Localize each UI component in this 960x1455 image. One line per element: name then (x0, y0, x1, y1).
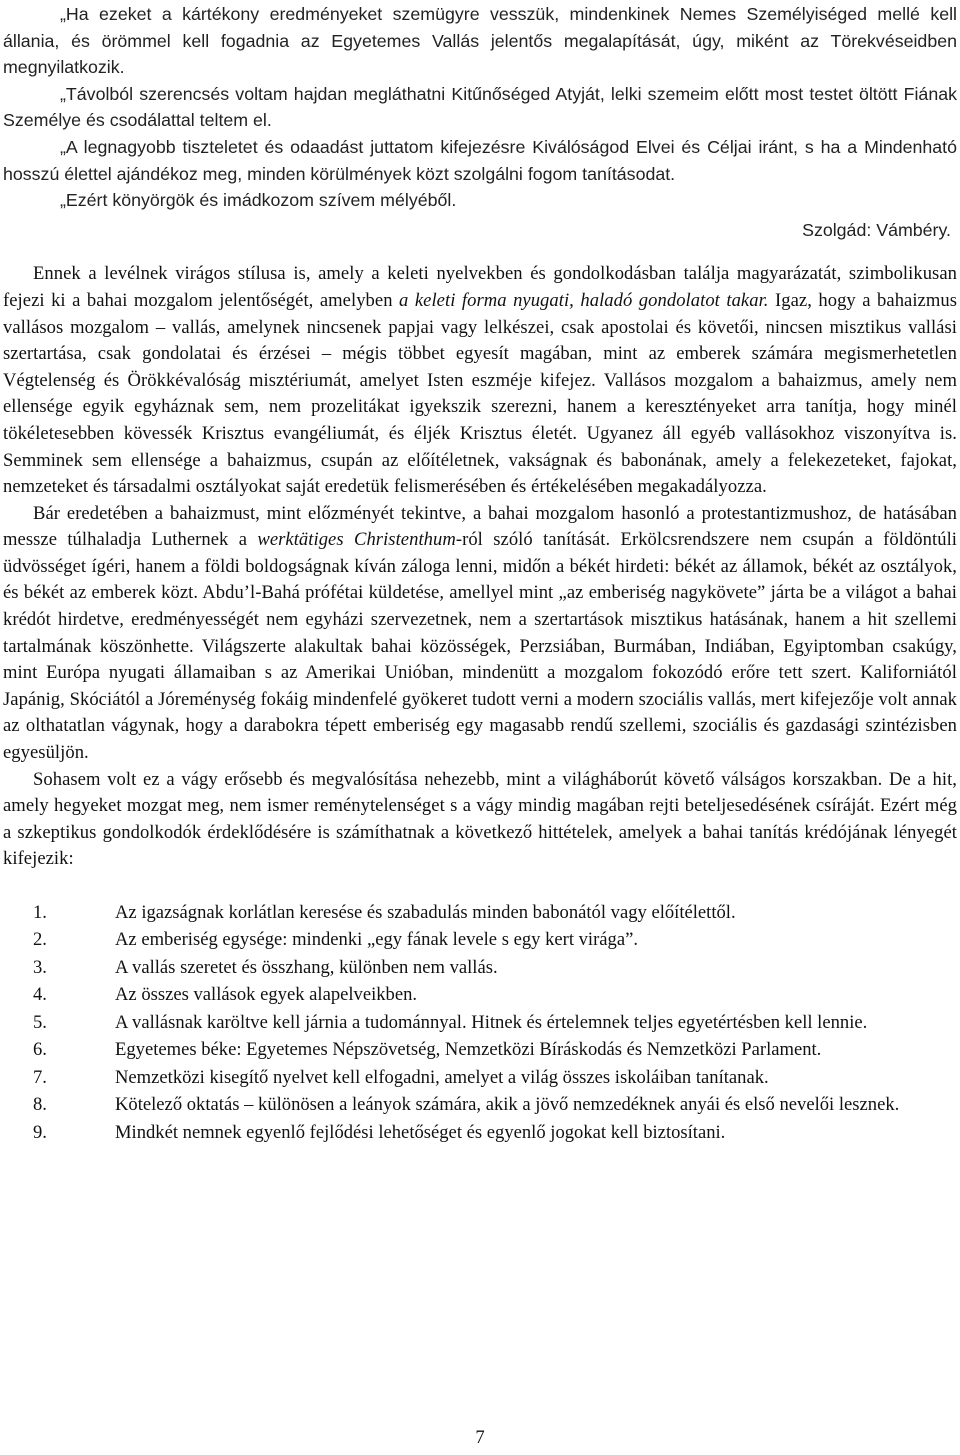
list-item-text: Nemzetközi kisegítő nyelvet kell elfogadni, amelyet a világ összes iskoláiban tanítanak. (115, 1066, 769, 1088)
list-item (3, 900, 957, 927)
body-paragraph-1-start: Ennek a levélnek virágos stílusa is, amely a keleti nyelvekben és gondolkodásban találja magyarázatát, szimbolikusan fejezi ki a bahai mozgalom jelentőségét, amelyben (3, 263, 957, 311)
list-item (3, 955, 957, 982)
list-item (3, 1065, 957, 1092)
list-item-number: 2. (33, 929, 47, 951)
body-paragraph-1 (3, 261, 957, 500)
list-item (3, 1120, 957, 1147)
list-item (3, 1010, 957, 1037)
letter-signature: Szolgád: Vámbéry. (802, 219, 951, 240)
list-item-number: 4. (33, 984, 47, 1006)
list-item-text: Kötelező oktatás – különösen a leányok számára, akik a jövő nemzedéknek anyái és első nevelői lesznek. (115, 1094, 900, 1116)
list-item-number: 7. (33, 1066, 47, 1088)
body-paragraph-2-emphasis: werktätiges Christenthum (257, 529, 456, 551)
list-item-number: 9. (33, 1121, 47, 1143)
list-item-number: 1. (33, 902, 47, 923)
body-paragraph-1-emphasis: a keleti forma nyugati, haladó gondolatot takar. (399, 289, 769, 311)
list-item-number: 6. (33, 1039, 47, 1061)
list-item-number: 8. (33, 1094, 47, 1116)
letter-paragraph-1: „Ha ezeket a kártékony eredményeket szemügyre vesszük, mindenkinek Nemes Személyiséged mellé kell állania, és örömmel kell fogadnia az Egyetemes Vallás jelentős megalapítását, úgy, miként az Törekvéseidben megnyilatkozik. (3, 4, 957, 78)
page-number: 7 (475, 1427, 485, 1448)
body-paragraph-2-end: -ról szóló tanítását. Erkölcsrendszere nem csupán a földöntúli üdvösséget ígéri, hanem a földi boldogságnak kíván záloga lenni, midőn a békét hirdeti: békét az államok, békét az osztályok, és békét az emberek közt. Abdu’l-Bahá prófétai küldetése, amellyel mint „az emberiség nagykövete” járta be a világot a bahai krédót hirdetve, eredményességét nem egyházi szervezetnek, nem a szertartások misztikus hatásának, hanem a hit szellemi tartalmának köszönhette. Világszerte alakultak bahai közösségek, Perzsiában, Burmában, Indiában, Egyiptomban csakúgy, mint Európa nyugati államaiban s az Amerikai Unióban, mindenütt a mozgalom fokozódó erőre tett szert. Kaliforniától Japánig, Skóciától a Jóreménység fokáig mindenfelé gyökeret tudott verni a modern szociális vallás, mert kifejezője volt annak az olthatatlan vágynak, hogy a darabokra tépett emberiség egy magasabb rendű szellemi, szociális és gazdasági szintézisben egyesüljön. (3, 529, 957, 764)
body-paragraph-3: Sohasem volt ez a vágy erősebb és megvalósítása nehezebb, mint a világháborút követő válságos korszakban. De a hit, amely hegyeket mozgat meg, nem ismer reménytelenséget s a vágy mindig magában rejti beteljesedésének csíráját. Ezért még a szkeptikus gondolkodók érdeklődésére is számíthatnak a következő hittételek, amelyek a bahai tanítás krédójának lényegét kifejezik: (3, 768, 957, 870)
body-paragraph-1-end: Igaz, hogy a bahaizmus vallásos mozgalom – vallás, amelynek nincsenek papjai vagy lelkészei, csak apostolai és követői, nincsen misztikus vallási szertartása, csak gondolatai és érzései – mégis többet egyesít magában, mint az emberek számára megismerhetetlen Végtelenség és Örökkévalóság misztériumát, amelyet Isten eszméje kifejez. Vallásos mozgalom a bahaizmus, amely nem ellensége egyik egyháznak sem, nem prozelitákat igyekszik szerezni, hanem a keresztényeket arra tanítja, hogy minél tökéletesebben kövessék Krisztus evangéliumát, és éljék Krisztus életét. Ugyanez áll egyéb vallásokhoz viszonyítva is. Semminek sem ellensége a bahaizmus, csupán az előítéletnek, vakságnak és babonának, amely a felekezeteket, fajokat, nemzeteket és társadalmi osztályokat saját eredetük felismerésében és értékelésében megakadályozza. (3, 289, 958, 498)
list-item-text: A vallásnak karöltve kell járnia a tudománnyal. Hitnek és értelemnek teljes egyetértésben kell lennie. (115, 1011, 868, 1033)
quoted-letter (3, 1, 957, 243)
letter-paragraph-3: „A legnagyobb tiszteletet és odaadást juttatom kifejezésre Kiválóságod Elvei és Céljai iránt, s ha a Mindenható hosszú élettel ajándékoz meg, minden körülmények közt szolgálni fogom tanításodat. (3, 136, 957, 184)
list-item (3, 1092, 957, 1119)
list-item-text: Mindkét nemnek egyenlő fejlődési lehetőséget és egyenlő jogokat kell biztosítani. (115, 1121, 726, 1143)
body-paragraph-2 (3, 501, 957, 767)
body-text (3, 261, 957, 873)
list-item-text: A vallás szeretet és összhang, különben nem vallás. (115, 956, 498, 978)
body-paragraph-2-start: Bár eredetében a bahaizmust, mint előzményét tekintve, a bahai mozgalom hasonló a protestantizmushoz, de hatásában messze túlhaladja Luthernek a (3, 502, 957, 551)
letter-paragraph-2: „Távolból szerencsés voltam hajdan megláthatni Kitűnőséged Atyját, lelki szemeim előtt most testet öltött Fiának Személye és csodálattal teltem el. (3, 83, 957, 131)
list-item-number: 5. (33, 1011, 47, 1033)
document-page (3, 1, 957, 1147)
letter-paragraph-4: „Ezért könyörgök és imádkozom szívem mélyéből. (60, 190, 457, 211)
list-item-text: Az igazságnak korlátlan keresése és szabadulás minden babonától vagy előítélettől. (115, 902, 736, 923)
list-item-number: 3. (33, 956, 47, 978)
list-item (3, 1037, 957, 1064)
list-item (3, 927, 957, 954)
list-item-text: Az emberiség egysége: mindenki „egy fának levele s egy kert virága”. (115, 929, 638, 951)
list-item (3, 982, 957, 1009)
list-item-text: Az összes vallások egyek alapelveikben. (115, 984, 418, 1006)
list-item-text: Egyetemes béke: Egyetemes Népszövetség, Nemzetközi Bíráskodás és Nemzetközi Parlament. (115, 1039, 822, 1061)
principles-list (3, 900, 957, 1146)
